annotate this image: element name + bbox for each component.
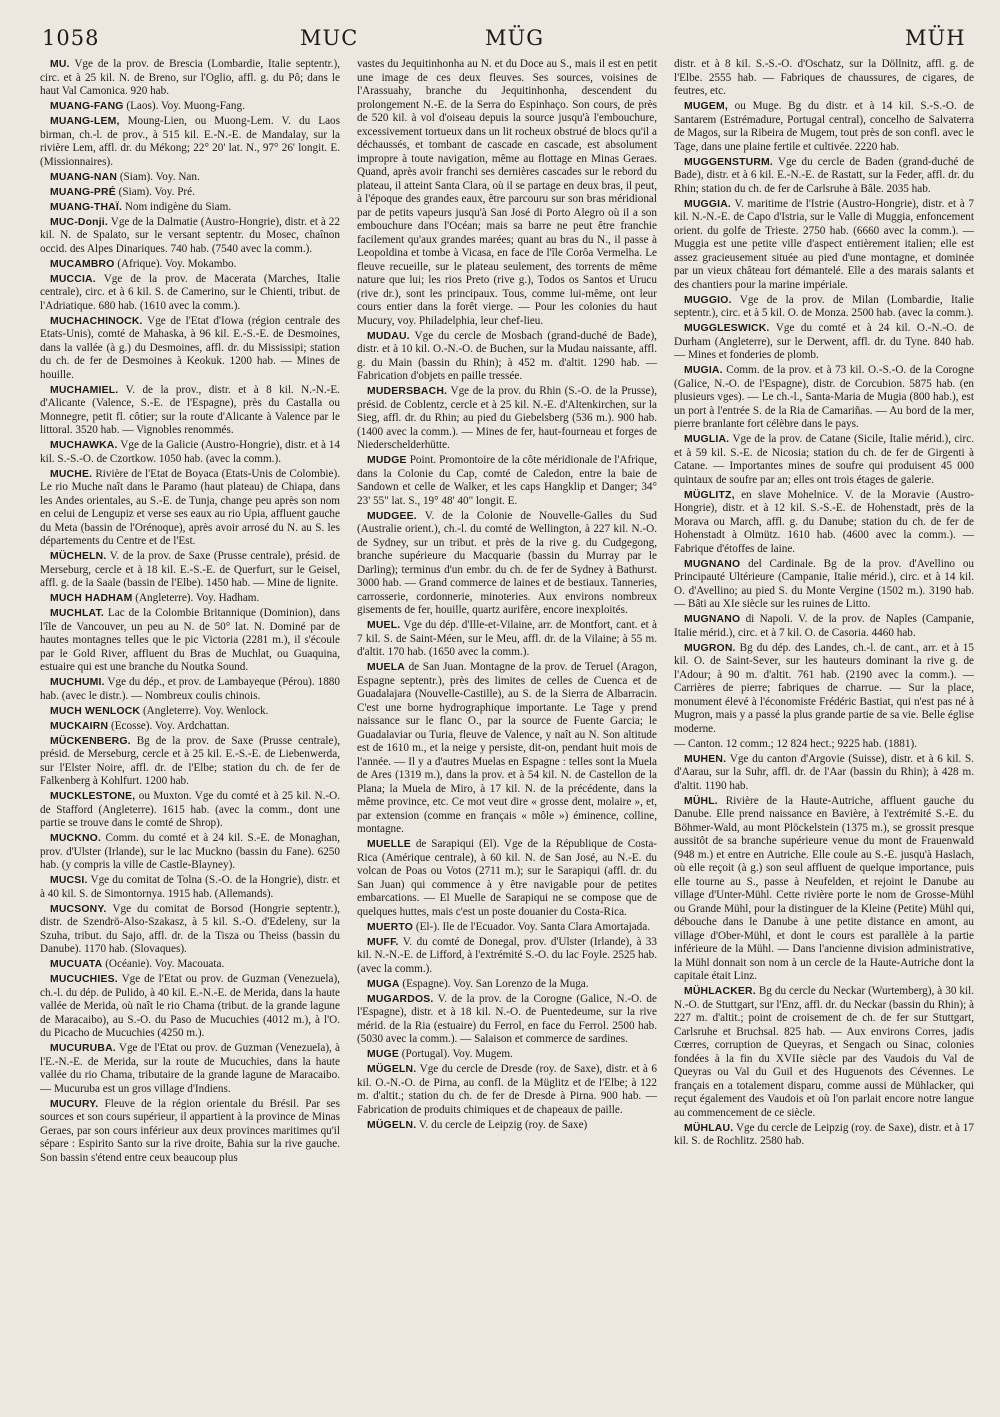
entry-text: (Espagne). Voy. San Lorenzo de la Muga. xyxy=(402,977,589,990)
dictionary-entry xyxy=(40,273,340,314)
dictionary-entry xyxy=(40,439,340,466)
dictionary-columns xyxy=(40,58,975,1403)
entry-text: Vge du dép., et prov. de Lambayeque (Pérou). 1880 hab. (avec le distr.). — Nombreux coulis chinois. xyxy=(40,676,340,702)
entry-text: Comm. du comté et à 24 kil. S.-E. de Monaghan, prov. d'Ulster (Irlande), sur le lac Muckno (bassin du Fane). 6250 hab. (y compris la ville de Castle-Blayney). xyxy=(40,832,340,871)
entry-text: (Ecosse). Voy. Ardchattan. xyxy=(110,719,230,732)
dictionary-entry xyxy=(674,795,974,984)
entry-headword: MÜHLAU. xyxy=(684,1122,734,1134)
entry-headword: MUGIA. xyxy=(684,365,723,376)
entry-headword: MUCSONY. xyxy=(50,903,107,915)
dictionary-entry xyxy=(674,613,974,640)
dictionary-entry xyxy=(674,489,974,557)
dictionary-entry xyxy=(40,100,340,114)
entry-text: Vge de la prov. de Macerata (Marches, Italie centrale), circ. et à 6 kil. S. de Camerino, sur le Chienti, tribut. de l'Adriatique. 680 hab. (1610 avec la comm.). xyxy=(40,272,340,312)
entry-headword: MUCAMBRO xyxy=(50,258,115,270)
entry-text: Vge de la prov. de Milan (Lombardie, Italie septentr.), circ. et à 5 kil. O. de Monza. 2500 hab. (avec la comm.). xyxy=(674,293,974,319)
entry-headword: MUCH HADHAM xyxy=(50,593,133,604)
entry-text: Vge du cercle de Mosbach (grand-duché de Bade), distr. et à 10 kil. O.-N.-O. de Buchen, sur la Mudau naissante, affl. g. du Main (bassin du Rhin); à 452 m. d'altit. 1290 hab. — Fabrication d'objets en paille tressée. xyxy=(357,329,657,382)
entry-text: Vge de la prov. de Brescia (Lombardie, Italie septentr.), circ. et à 25 kil. N. de Breno, sur l'Oglio, affl. g. du Pô; dans le haut Val Camonica. 920 hab. xyxy=(40,58,340,97)
entry-text: Vge du comitat de Borsod (Hongrie septentr.), distr. de Szendrö-Also-Szakasz, à 5 kil. S.-O. d'Edeleny, sur la Szuha, tribut. du Sajo, affl. dr. de la Tisza ou Theiss (bassin du Danube). 1170 hab. (Slovaques). xyxy=(40,902,340,955)
entry-text: V. du cercle de Leipzig (roy. de Saxe) xyxy=(418,1118,588,1131)
entry-headword: MUGEM, xyxy=(684,101,728,112)
entry-text: V. de la prov. de la Corogne (Galice, N.-O. de l'Espagne), distr. et à 18 kil. N.-O. de Puentedeume, sur la rive mérid. de la Ria (estuaire) du Ferrol, en face du Ferrol. 2500 hab. (5030 avec la comm.). — Salaison et commerce de sardines. xyxy=(357,992,657,1045)
entry-text: (Angleterre). Voy. Wenlock. xyxy=(142,704,269,717)
dictionary-entry xyxy=(357,838,657,919)
dictionary-entry xyxy=(674,364,974,432)
entry-headword: MUEL. xyxy=(367,620,401,631)
entry-headword: MUCURY. xyxy=(50,1098,99,1110)
entry-text: (Afrique). Voy. Mokambo. xyxy=(117,257,237,270)
entry-text: Vge du dép. d'Ille-et-Vilaine, arr. de Montfort, cant. et à 7 kil. S. de Saint-Méen, sur le Meu, affl. dr. de la Vilaine; à 55 m. d'altit. 170 hab. (1650 avec la comm.). xyxy=(357,619,657,658)
dictionary-entry xyxy=(40,1042,340,1096)
column-left xyxy=(40,58,340,1403)
entry-headword: MUGE xyxy=(367,1049,399,1060)
entry-headword: MUGLIA. xyxy=(684,434,730,445)
entry-headword: MUGGENSTURM. xyxy=(684,156,773,168)
entry-headword: MUCCIA. xyxy=(50,273,96,285)
entry-headword: MUCHAWKA. xyxy=(50,440,118,451)
entry-headword: MUDERSBACH. xyxy=(367,386,448,397)
dictionary-entry xyxy=(357,619,657,660)
dictionary-entry xyxy=(357,1119,657,1133)
entry-headword: MUGA xyxy=(367,978,400,990)
entry-text: Vge de la Galicie (Austro-Hongrie), distr. et à 14 kil. S.-S.-O. de Czortkow. 1050 hab. (avec la comm.). xyxy=(40,439,340,465)
entry-headword: MÜGLITZ, xyxy=(684,489,735,501)
entry-text: V. maritime de l'Istrie (Austro-Hongrie), distr. et à 7 kil. N.-N.-E. de Capo d'Istria, sur le Valle di Muggia, enfoncement orient. du golfe de Trieste. 2750 hab. (6660 avec la comm.). — Muggia est une petite ville d'aspect entièrement italien; elle est assez gracieusement située au pied d'une montagne, et dominée par un vieux château fort démantelé. Elle a des marais salants et des chantiers pour la marine impériale. xyxy=(674,197,974,291)
right-guide-word: MÜH xyxy=(905,26,966,50)
entry-headword: MUGRON. xyxy=(684,642,736,654)
entry-text: Vge de la Dalmatie (Austro-Hongrie), distr. et à 22 kil. N. de Spalato, sur le versant septentr. du Mosec, chaînon occid. des Alpes Dinariques. 740 hab. (7540 avec la comm.). xyxy=(40,215,340,255)
page-number: 1058 xyxy=(42,26,100,50)
dictionary-entry xyxy=(40,903,340,957)
entry-text: (Siam). Voy. Pré. xyxy=(118,185,195,198)
entry-headword: MUELLE xyxy=(367,839,411,850)
dictionary-entry xyxy=(40,832,340,873)
entry-headword: MUERTO xyxy=(367,921,414,933)
entry-text: Vge du cercle de Baden (grand-duché de Bade), distr. et à 6 kil. E.-N.-E. de Rastatt, sur la Feder, affl. dr. du Rhin; station du ch. de fer de Carlsruhe à Bâle. 2035 hab. xyxy=(674,155,974,195)
entry-headword: MUGNANO xyxy=(684,614,741,625)
entry-headword: MUCH WENLOCK xyxy=(50,705,141,717)
entry-text: ou Muge. Bg du distr. et à 14 kil. S.-S.-O. de Santarem (Estrémadure, Portugal central), concelho de Salvaterra de Magos, sur la Ribeira de Mugem, tout près de son confl. avec le Tage, dans une plaine fertile et cultivée. 2220 hab. xyxy=(674,100,974,153)
entry-text: Rivière de l'Etat de Boyaca (Etats-Unis de Colombie). Le rio Muche naît dans le Paramo (haut plateau) de Chiapa, dans les Andes orientales, au S.-E. de Tunja, change peu après son nom en celui de Lengupiz et verse ses eaux au rio Upia, affluent gauche du Meta (bassin de l'Orénoque), après avoir arrosé du N. au S. les départements du Centre et de l'Est. xyxy=(40,467,340,547)
dictionary-entry xyxy=(674,100,974,154)
entry-headword: MUCHLAT. xyxy=(50,608,104,619)
dictionary-entry xyxy=(357,978,657,992)
dictionary-entry xyxy=(357,58,657,328)
entry-headword: MUGNANO xyxy=(684,558,741,570)
entry-text: en slave Mohelnice. V. de la Moravie (Austro-Hongrie), distr. et à 12 kil. S.-S.-E. de Hohenstadt, près de la Morava ou March, affl. g. du Danube; station du ch. de fer de Hohenstadt à Olmütz. 1610 hab. (4600 avec la comm.). — Fabrique d'étoffes de laine. xyxy=(674,488,974,555)
entry-headword: MUANG-FANG xyxy=(50,101,124,112)
dictionary-entry xyxy=(40,607,340,675)
dictionary-entry xyxy=(674,433,974,487)
dictionary-entry xyxy=(40,676,340,703)
dictionary-entry xyxy=(40,720,340,734)
entry-text: de Sarapiqui (El). Vge de la République de Costa-Rica (Amérique centrale), à 60 kil. N. de San José, au N.-E. du volcan de Poas ou Votos (2711 m.); sur le Sarapiqui (affl. dr. du San Juan) qui commence à y être navigable pour de petites embarcations. — El Muelle de Sarapiqui ne se compose que de quelques huttes, mais c'est un poste douanier du Costa-Rica. xyxy=(357,838,657,918)
entry-headword: MUGGIA. xyxy=(684,198,732,210)
entry-headword: MUDAU. xyxy=(367,330,410,342)
dictionary-entry xyxy=(674,985,974,1120)
entry-text: Fleuve de la région orientale du Brésil. Par ses sources et son cours supérieur, il appartient à la province de Minas Geraes, par son cours inférieur aux deux provinces maritimes qu'il sépare : Espirito Santo sur la rive droite, Bahia sur la rive gauche. Son bassin s'étend entre ceux beaucoup plus xyxy=(40,1097,340,1164)
entry-headword: MUCUATA xyxy=(50,959,103,970)
dictionary-entry xyxy=(674,558,974,612)
entry-headword: MUCHAMIEL. xyxy=(50,384,119,396)
entry-headword: MUCKAIRN xyxy=(50,720,109,732)
dictionary-entry xyxy=(674,1122,974,1149)
entry-headword: MUDGEE. xyxy=(367,510,417,522)
dictionary-entry xyxy=(357,661,657,837)
dictionary-entry xyxy=(357,1063,657,1117)
entry-text: Vge de l'Etat d'Iowa (région centrale des Etats-Unis), comté de Mahaska, à 96 kil. E.-S.-E. de Desmoines, dans la vallée (à g.) du Desmoines, affl. dr. du Mississipi; station du ch. de fer de Desmoines à Keokuk. 1200 hab. — Mines de houille. xyxy=(40,314,340,381)
entry-text: Bg de la prov. de Saxe (Prusse centrale), présid. de Merseburg, cercle et à 25 kil. E.-S.-E. de Liebenwerda, sur l'Elster Noire, affl. dr. de l'Elbe; station du ch. de fer de Falkenberg à Kohlfurt. 1200 hab. xyxy=(40,734,340,787)
entry-text: — Canton. 12 comm.; 12 824 hect.; 9225 hab. (1881). xyxy=(674,737,917,750)
dictionary-entry xyxy=(40,592,340,606)
dictionary-entry xyxy=(357,330,657,384)
center-guide-word: MÜG xyxy=(485,26,544,50)
entry-headword: MÜHLACKER. xyxy=(684,986,756,997)
entry-text: distr. et à 8 kil. S.-S.-O. d'Oschatz, sur la Döllnitz, affl. g. de l'Elbe. 2555 hab. — Fabriques de chaussures, de cigares, de feutres, etc. xyxy=(674,58,974,97)
dictionary-entry xyxy=(674,198,974,293)
entry-text: V. du comté de Donegal, prov. d'Ulster (Irlande), à 33 kil. N.-N.-E. de Lifford, à l'extrémité S.-O. du lac Foyle. 2525 hab. (avec la comm.). xyxy=(357,935,657,975)
entry-headword: MUCSI. xyxy=(50,875,88,886)
entry-text: Nom indigène du Siam. xyxy=(124,200,232,213)
entry-text: Bg du cercle du Neckar (Wurtemberg), à 30 kil. N.-O. de Stuttgart, sur l'Enz, affl. dr. du Neckar (bassin du Rhin); à 227 m. d'altit.; point de croisement de ch. de fer sur Stuttgart, Carlsruhe et Bruchsal. 825 hab. — Aux environs Corres, jadis Cœrres, corruption de Queyras, et Sengach ou Sinac, colonies fondées à la fin du XVIIe siècle par des Vaudois du Val de Queyras ou Val du Guil et des Huguenots des Cévennes. Le français en a totalement disparu, comme aussi de Mühlacker, qui reçut également des Vaudois et où l'on parlait encore notre langue au commencement de ce siècle. xyxy=(674,985,974,1119)
entry-text: di Napoli. V. de la prov. de Naples (Campanie, Italie mérid.), circ. et à 7 kil. O. de Casoria. 4460 hab. xyxy=(674,613,974,639)
entry-headword: MUCUCHIES. xyxy=(50,974,118,985)
column-right xyxy=(674,58,974,1403)
dictionary-entry xyxy=(674,753,974,794)
dictionary-entry xyxy=(357,921,657,935)
entry-text: del Cardinale. Bg de la prov. d'Avellino ou Principauté Ultérieure (Campanie, Italie mérid.), circ. et à 14 kil. O. d'Avellino; au pied S. du Monte Vergine (1502 m.). 3190 hab. — Bâti au XIe siècle sur les ruines de Litto. xyxy=(674,557,974,610)
dictionary-entry xyxy=(357,454,657,508)
dictionary-entry xyxy=(357,1048,657,1062)
dictionary-entry xyxy=(40,958,340,972)
entry-headword: MUANG-PRÉ xyxy=(50,186,116,198)
entry-text: Rivière de la Haute-Autriche, affluent gauche du Danube. Elle prend naissance en Bavière, à l'extrémité S.-E. du Böhmer-Wald, au mont Plöckelstein (1375 m.), se grossit presque aussitôt de sa branche supérieure venue du mont de Frauenwald (948 m.) et entre en Autriche. Elle coule au S.-E. jusqu'à Haslach, où elle reçoit (à g.) son seul affluent de quelque importance, puis elle tourne au S., passe à Neufelden, et rejoint le Danube au village d'Unter-Mühl. Cette rivière porte le nom de Grosse-Mühl ou Grande Mühl, pour la distinguer de la Kleine (Petite) Mühl qui, débouche dans le Danube à une petite distance en amont, au village d'Ober-Mühl, et dont le cours est parallèle à la partie inférieure de la Mühl. — Dans l'ancienne division administrative, la Mühl donnait son nom à un cercle de la Haute-Autriche dont la capitale était Linz. xyxy=(674,794,974,982)
entry-headword: MUANG-LEM, xyxy=(50,116,120,127)
entry-text: Moung-Lien, ou Muong-Lem. V. du Laos birman, ch.-l. de prov., à 515 kil. E.-N.-E. de Mandalay, sur la rivière Lem, affl. dr. du Mékong; 22° 20' lat. N., 97° 26' longit. E. (Missionnaires). xyxy=(40,115,340,168)
entry-text: (Angleterre). Voy. Hadham. xyxy=(135,592,260,604)
entry-text: Vge de la prov. de Catane (Sicile, Italie mérid.), circ. et à 59 kil. S.-E. de Nicosia; station du ch. de fer de Girgenti à Catane. — Importantes mines de soufre qui produisent 45 000 quintaux de soufre par an; elles ont trois étages de galerie. xyxy=(674,433,974,486)
dictionary-entry xyxy=(40,315,340,383)
entry-text: Vge du cercle de Dresde (roy. de Saxe), distr. et à 6 kil. O.-N.-O. de Pirna, au confl. de la Müglitz et de l'Elbe; à 122 m. d'altit.; station du ch. de fer de Dresde à Pirna. 900 hab. — Fabrication de produits chimiques et de chapeaux de paille. xyxy=(357,1063,657,1116)
entry-headword: MÜGELN. xyxy=(367,1064,417,1075)
entry-headword: MU. xyxy=(50,59,70,70)
entry-text: (Océanie). Voy. Macouata. xyxy=(105,958,225,970)
entry-headword: MUCKNO. xyxy=(50,833,102,844)
dictionary-entry xyxy=(40,186,340,200)
dictionary-entry xyxy=(40,115,340,169)
entry-text: (El-). Ile de l'Ecuador. Voy. Santa Clara Amortajada. xyxy=(415,920,651,933)
entry-text: Vge du comitat de Tolna (S.-O. de la Hongrie), distr. et à 40 kil. S. de Simontornya. 1915 hab. (Allemands). xyxy=(40,874,340,900)
entry-text: V. de la Colonie de Nouvelle-Galles du Sud (Australie orient.), ch.-l. du comté de Wellington, à 227 kil. N.-O. de Sydney, sur un tribut. et près de la rive g. du Cudgegong, branche supérieure du Macquarie (bassin du Murray par le Darling); terminus d'un embr. du ch. de fer de Sydney à Bathurst. 3000 hab. — Grand commerce de laines et de bestiaux. Tanneries, carrosserie, cordonnerie, minoteries. Aux environs nombreux gisements de fer, houille, quartz aurifère, encore inexploités. xyxy=(357,509,657,616)
entry-text: Vge du comté et à 24 kil. O.-N.-O. de Durham (Angleterre), sur le Derwent, affl. dr. du Tyne. 840 hab. — Mines et fonderies de plomb. xyxy=(674,322,974,361)
dictionary-entry xyxy=(357,993,657,1047)
dictionary-entry xyxy=(674,58,974,99)
dictionary-entry xyxy=(40,735,340,789)
dictionary-entry xyxy=(40,216,340,257)
entry-headword: MÜCKENBERG. xyxy=(50,735,131,747)
dictionary-entry xyxy=(40,171,340,185)
dictionary-entry xyxy=(357,385,657,453)
entry-headword: MUCHE. xyxy=(50,468,93,480)
entry-text: (Laos). Voy. Muong-Fang. xyxy=(126,100,245,112)
entry-text: V. de la prov. de Saxe (Prusse centrale), présid. de Merseburg, cercle et à 18 kil. E.-S.-E. de Querfurt, sur le Geisel, affl. g. de la Saale (bassin de l'Elbe). 1450 hab. — Mine de lignite. xyxy=(40,550,340,589)
entry-text: Vge de l'Etat ou prov. de Guzman (Venezuela), à l'E.-N.-E. de Merida, sur la route de Mucuchies, dans la haute vallée du rio Chama, tributaire de la grande lagune de Maracaibo. — Mucuruba est un gros village d'Indiens. xyxy=(40,1042,340,1095)
entry-headword: MUGGLESWICK. xyxy=(684,323,770,334)
entry-headword: MUCHACHINOCK. xyxy=(50,315,143,327)
entry-headword: MUCHUMI. xyxy=(50,677,105,688)
entry-headword: MUDGE xyxy=(367,455,407,466)
dictionary-entry xyxy=(674,322,974,363)
dictionary-entry xyxy=(40,790,340,831)
entry-text: ou Muxton. Vge du comté et à 25 kil. N.-O. de Stafford (Angleterre). 1615 hab. (avec la comm., dont une partie se trouve dans le comté de Shrop). xyxy=(40,790,340,829)
entry-text: Vge du canton d'Argovie (Suisse), distr. et à 6 kil. S. d'Aarau, sur la Suhr, affl. dr. de l'Aar (bassin du Rhin); à 428 m. d'altit. 1190 hab. xyxy=(674,752,974,792)
entry-headword: MÜGELN. xyxy=(367,1119,417,1131)
entry-text: Lac de la Colombie Britannique (Dominion), dans l'île de Vancouver, un peu au N. de 50° lat. N. Dominé par de hautes montagnes telles que le pic Victoria (2281 m.), il s'écoule par le Gold River, affluent du Bras de Muchlat, ou Guaquina, estuaire qui est une branche du Noutka Sound. xyxy=(40,607,340,673)
entry-text: Vge de l'Etat ou prov. de Guzman (Venezuela), ch.-l. du dép. de Pulido, à 40 kil. E.-N.-E. de Merida, dans la haute vallée de Merida, où naît le rio Chama (tribut. de la grande lagune de Maracaibo), au S.-O. du Paso de Mucuchies (4012 m.), à l'O. du Picacho de Mucuchies (4250 m.). xyxy=(40,973,340,1039)
entry-headword: MUHEN. xyxy=(684,753,727,765)
entry-headword: MUCURUBA. xyxy=(50,1043,116,1054)
entry-headword: MUGGIO. xyxy=(684,294,732,306)
entry-headword: MUANG-THAÏ. xyxy=(50,201,123,213)
dictionary-entry xyxy=(40,258,340,272)
dictionary-entry xyxy=(357,936,657,977)
entry-headword: MÜCHELN. xyxy=(50,551,107,562)
entry-text: de San Juan. Montagne de la prov. de Teruel (Aragon, Espagne septentr.), près des limites de celles de Cuenca et de Guadalajara (Nouvelle-Castille), au S. de la Sierra de Albarracin. C'est une borne hydrographique importante. Le Tage y prend naissance sur le flanc O., par la source de Fuente Garcia; le Guadalaviar ou Turia, fleuve de Valence, y naît au N. Son altitude est de 1610 m., et la neige y persiste, dit-on, pendant huit mois de l'année. — Il y a d'autres Muelas en Espagne : telles sont la Muela de Ares (1319 m.), dans la prov. et à 54 kil. N. de Castellon de la Plana; la Muela de Miro, à 17 kil. N. de la précédente, dans la même province, etc. Ce mot veut dire « grosse dent, molaire », et, par extension (comme en français « môle ») éminence, colline, montagne. xyxy=(357,661,657,835)
entry-text: Vge du cercle de Leipzig (roy. de Saxe), distr. et à 17 kil. S. de Rochlitz. 2580 hab. xyxy=(674,1121,974,1147)
dictionary-entry xyxy=(357,510,657,618)
dictionary-entry xyxy=(40,384,340,438)
entry-text: (Siam). Voy. Nan. xyxy=(119,170,200,183)
dictionary-entry xyxy=(674,642,974,737)
dictionary-entry xyxy=(40,874,340,901)
entry-headword: MUCKLESTONE, xyxy=(50,791,136,802)
dictionary-entry xyxy=(40,1098,340,1166)
dictionary-entry xyxy=(674,294,974,321)
dictionary-entry xyxy=(40,973,340,1041)
dictionary-entry xyxy=(40,550,340,591)
entry-headword: MUELA xyxy=(367,662,405,673)
entry-text: vastes du Jequitinhonha au N. et du Doce au S., mais il est en petit une image de ces deux fleuves. Ses sources, voisines de l'Arassuahy, branche du Jequitinhonha, descendent du prolongement N.-E. de la Serra do Espinhaço. Son cours, de près de 520 kil. à vol d'oiseau depuis la source jusqu'à l'embouchure, excessivement tortueux dans un lit rocheux obstrué de blocs qu'il a déchaussés, et tombant de cascade en cascade, est absolument impropre à toute navigation, même au flottage en Minas Geraes. Quand, après avoir franchi ses dernières cascades sur le rebord du plateau, il atteint Santa Clara, où il se partage en deux bras, il peut, à l'époque des grandes eaux, être parcouru sur son bras méridional par de petits vapeurs jusqu'à San José di Porto Alegro où il a son embouchure dans l'Océan; mais sa barre ne peut être franchie facilement qu'aux grandes marées; quant au bras du N., il passe à Leopoldina et tombe à Vicasa, en face de l'île Corôa Vermelha. Le fleuve recueille, sur le plateau seulement, des torrents de même nature que lui; les rios Preto (rive g.), Todos os Santos et Urucu (rive dr.), sont les principaux. Tous, comme lui-même, ont leur cours entier dans la forêt vierge. — Pour les colonies du haut Mucury, voy. Philadelphia, leur chef-lieu. xyxy=(357,58,657,327)
entry-text: Bg du dép. des Landes, ch.-l. de cant., arr. et à 15 kil. O. de Saint-Sever, sur les hauteurs dominant la rive g. de l'Adour; à 90 m. d'altit. 761 hab. (2190 avec la comm.). — Carrières de pierre; fabriques de charrue. — Sur la place, monument élevé à l'économiste Frédéric Bastiat, qui n'est pas né à Mugron, mais y a passé la plus grande partie de sa vie. Belle église moderne. xyxy=(674,641,974,735)
dictionary-entry xyxy=(40,201,340,215)
entry-headword: MUC-Donji. xyxy=(50,216,108,228)
dictionary-entry xyxy=(674,738,974,752)
entry-text: Point. Promontoire de la côte méridionale de l'Afrique, dans la Colonie du Cap, comté de Caledon, entre la baie de Sandown et celle de Walker, et les caps Hangklip et Danger; 34° 23' 55" lat. S., 19° 48' 40" longit. E. xyxy=(357,454,657,507)
left-guide-word: MUC xyxy=(300,26,359,50)
entry-text: Comm. de la prov. et à 73 kil. O.-S.-O. de la Corogne (Galice, N.-O. de l'Espagne), distr. de Corcubion. 5875 hab. (en plusieurs vges). — Le ch.-l., Santa-Maria de Mugia (800 hab.), est un port à l'entrée S. de la Ria de Camariñas. — Au bord de la mer, pierre branlante fort célèbre dans le pays. xyxy=(674,364,974,430)
entry-headword: MUFF. xyxy=(367,936,399,948)
entry-headword: MUGARDOS. xyxy=(367,993,434,1005)
page-header xyxy=(0,0,1000,58)
dictionary-entry xyxy=(40,58,340,99)
entry-text: Vge de la prov. du Rhin (S.-O. de la Prusse), présid. de Coblentz, cercle et à 25 kil. N.-E. d'Altenkirchen, sur la Sieg, affl. dr. du Rhin; au pied du Giebelsberg (536 m.). 900 hab. (1400 avec la comm.). — Mines de fer, haut-fourneau et forges de Niederschelderhütte. xyxy=(357,385,657,451)
entry-headword: MUANG-NAN xyxy=(50,171,118,183)
entry-text: V. de la prov., distr. et à 8 kil. N.-N.-E. d'Alicante (Valence, S.-E. de l'Espagne), près du Castalla ou Monnegre, petit fl. côtier; sur la route d'Alicante à Valence par le littoral. 3520 hab. — Vignobles renommés. xyxy=(40,383,340,436)
entry-headword: MÜHL. xyxy=(684,795,718,807)
dictionary-entry xyxy=(674,156,974,197)
dictionary-entry xyxy=(40,705,340,719)
dictionary-entry xyxy=(40,468,340,549)
entry-text: (Portugal). Voy. Mugem. xyxy=(401,1048,513,1060)
column-middle xyxy=(357,58,657,1403)
